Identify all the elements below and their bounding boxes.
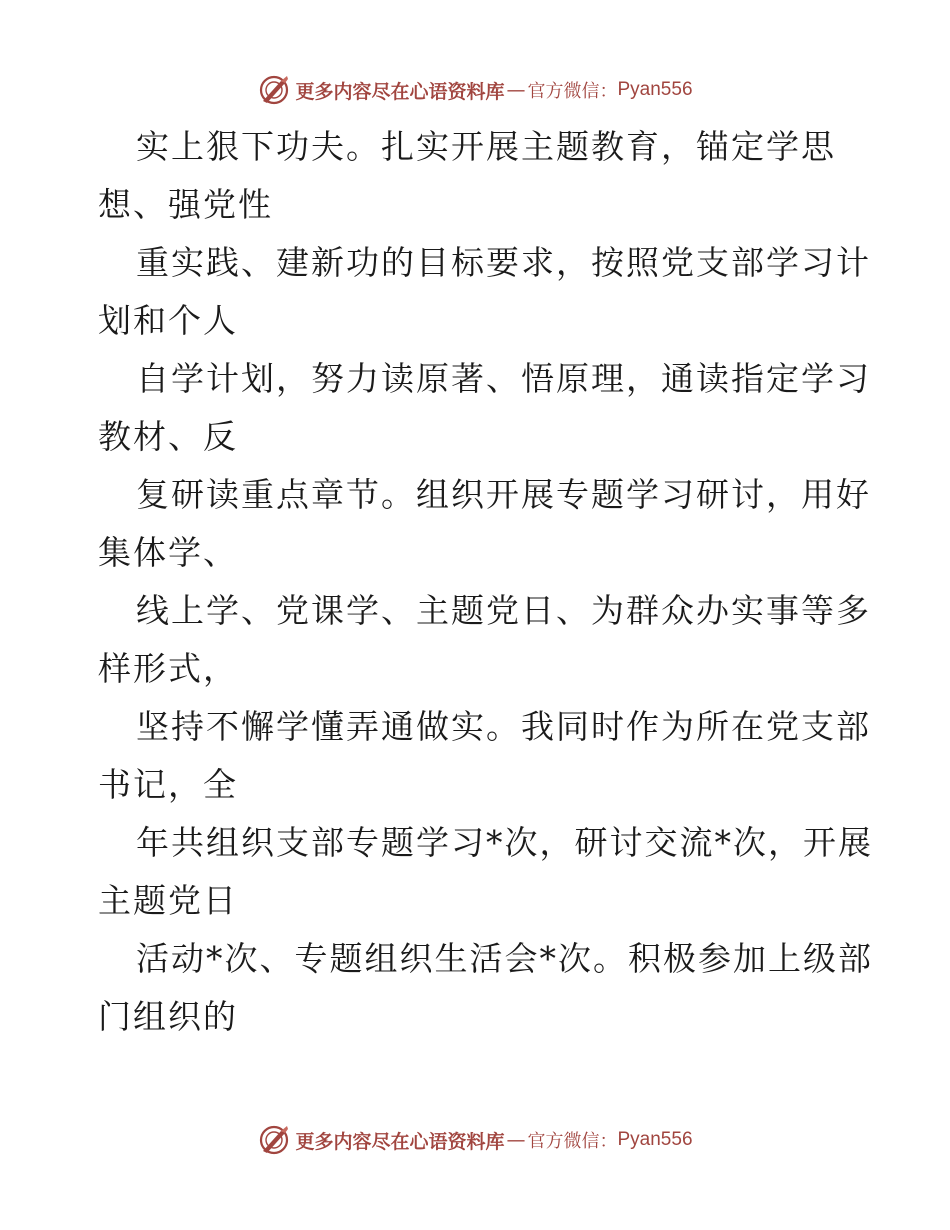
body-line: 门组织的	[98, 997, 238, 1036]
watermark-dash: —	[506, 1129, 526, 1151]
body-line: 活动*次、专题组织生活会*次。积极参加上级部	[136, 939, 873, 978]
body-line: 书记，全	[98, 765, 238, 804]
watermark-account: Pyan556	[617, 1129, 693, 1150]
body-line: 划和个人	[98, 301, 238, 340]
watermark-label: 官方微信：	[527, 1131, 618, 1152]
body-line: 复研读重点章节。组织开展专题学习研讨，用好	[136, 475, 871, 514]
pen-logo-icon	[257, 73, 291, 107]
footer-watermark	[0, 1120, 950, 1160]
watermark-brand: 更多内容尽在心语资料库	[295, 80, 505, 103]
body-line: 线上学、党课学、主题党日、为群众办实事等多	[136, 591, 871, 630]
body-line: 教材、反	[98, 417, 238, 456]
body-line: 样形式，	[98, 649, 238, 688]
body-line: 自学计划，努力读原著、悟原理，通读指定学习	[136, 359, 871, 398]
body-line: 主题党日	[98, 881, 238, 920]
body-line: 集体学、	[98, 533, 238, 572]
document-body	[98, 122, 873, 1050]
watermark-dash: —	[506, 79, 526, 101]
body-line: 重实践、建新功的目标要求，按照党支部学习计	[136, 243, 871, 282]
header-watermark	[0, 70, 950, 110]
pen-logo-icon	[257, 1123, 291, 1157]
body-line: 想、强党性	[98, 185, 273, 224]
watermark-label: 官方微信：	[527, 81, 618, 102]
body-line: 坚持不懈学懂弄通做实。我同时作为所在党支部	[136, 707, 871, 746]
body-line: 年共组织支部专题学习*次，研讨交流*次，开展	[136, 823, 873, 862]
watermark-brand: 更多内容尽在心语资料库	[295, 1130, 505, 1153]
body-line: 实上狠下功夫。扎实开展主题教育，锚定学思	[136, 127, 836, 166]
watermark-account: Pyan556	[617, 79, 693, 100]
